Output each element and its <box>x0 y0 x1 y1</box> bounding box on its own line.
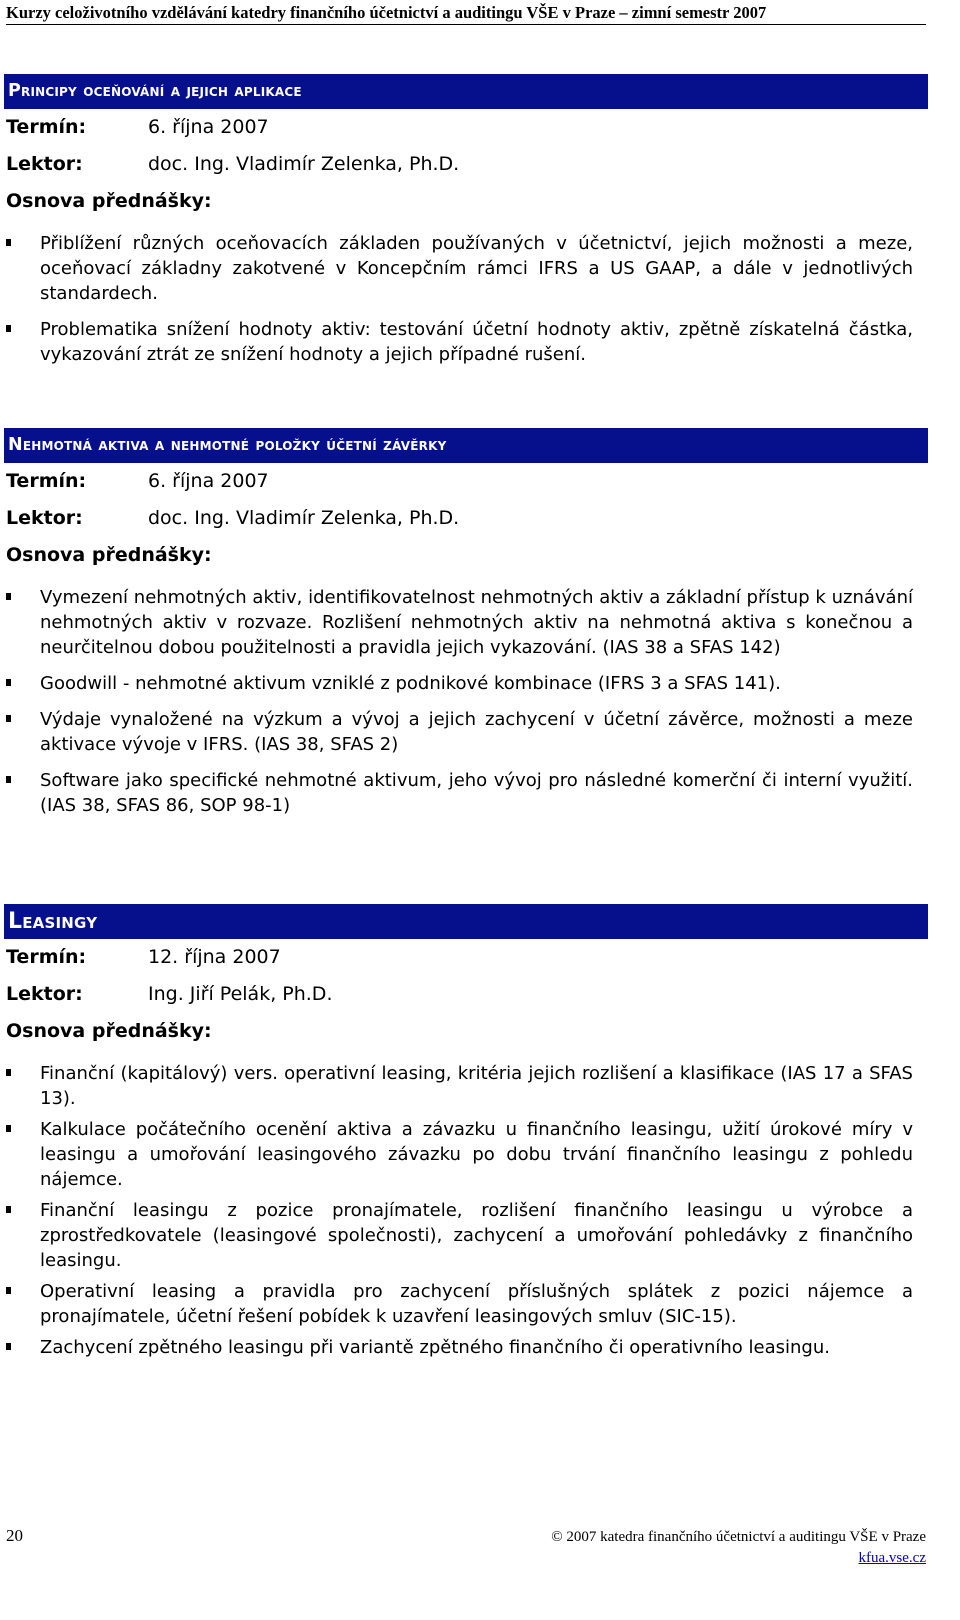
section-leasingy <box>0 904 960 1366</box>
list-item: Přiblížení různých oceňovacích základen používaných v účetnictví, jejich možnosti a meze, oceňovací základny zakotvené v Koncepčním rámci IFRS a US GAAP, a dále v jednotlivých standardech. <box>0 231 913 306</box>
bullet-icon <box>6 1287 11 1294</box>
bullet-icon <box>6 1206 11 1213</box>
termin-row <box>0 109 960 146</box>
copyright-text: © 2007 katedra finančního účetnictví a auditingu VŠE v Praze <box>551 1529 926 1545</box>
outline-list <box>0 1061 960 1360</box>
termin-row <box>0 939 960 976</box>
termin-label: Termín: <box>6 470 87 492</box>
osnova-label: Osnova přednášky: <box>6 1020 212 1042</box>
termin-label: Termín: <box>6 946 87 968</box>
bullet-icon <box>6 776 11 783</box>
bullet-icon <box>6 325 11 332</box>
lektor-value: doc. Ing. Vladimír Zelenka, Ph.D. <box>148 153 460 175</box>
list-item: Operativní leasing a pravidla pro zachycení příslušných splátek z pozici nájemce a pronajímatele, účetní řešení pobídek k uzavření leasingových smluv (SIC-15). <box>0 1279 913 1329</box>
lektor-label: Lektor: <box>6 153 83 175</box>
page-number: 20 <box>6 1526 23 1545</box>
outline-list <box>0 585 960 818</box>
lektor-value: doc. Ing. Vladimír Zelenka, Ph.D. <box>148 507 460 529</box>
bullet-icon <box>6 593 11 600</box>
section-principy <box>0 74 960 378</box>
osnova-label: Osnova přednášky: <box>6 544 212 566</box>
termin-value: 6. října 2007 <box>148 470 269 492</box>
lektor-row <box>0 976 960 1013</box>
list-item: Zachycení zpětného leasingu při variantě zpětného finančního či operativního leasingu. <box>0 1335 913 1360</box>
termin-label: Termín: <box>6 116 87 138</box>
section-title: Nehmotná aktiva a nehmotné položky účetní závěrky <box>4 428 928 463</box>
list-item: Výdaje vynaložené na výzkum a vývoj a jejich zachycení v účetní závěrce, možnosti a meze aktivace vývoje v IFRS. (IAS 38, SFAS 2) <box>0 707 913 757</box>
page-header: Kurzy celoživotního vzdělávání katedry finančního účetnictví a auditingu VŠE v Praze – zimní semestr 2007 <box>6 4 926 25</box>
footer-copyright <box>551 1527 926 1569</box>
bullet-icon <box>6 1343 11 1350</box>
list-item: Goodwill - nehmotné aktivum vzniklé z podnikové kombinace (IFRS 3 a SFAS 141). <box>0 671 913 696</box>
list-item: Finanční (kapitálový) vers. operativní leasing, kritéria jejich rozlišení a klasifikace (IAS 17 a SFAS 13). <box>0 1061 913 1111</box>
bullet-icon <box>6 1069 11 1076</box>
list-item: Problematika snížení hodnoty aktiv: testování účetní hodnoty aktiv, zpětně získatelná částka, vykazování ztrát ze snížení hodnoty a jejich případné rušení. <box>0 317 913 367</box>
section-title: Principy oceňování a jejich aplikace <box>4 74 928 109</box>
bullet-icon <box>6 1125 11 1132</box>
lektor-row <box>0 500 960 537</box>
list-item: Kalkulace počátečního ocenění aktiva a závazku u finančního leasingu, užití úrokové míry v leasingu a umořování leasingového závazku po dobu trvání finančního leasingu z pohledu nájemce. <box>0 1117 913 1192</box>
bullet-icon <box>6 239 11 246</box>
termin-value: 12. října 2007 <box>148 946 281 968</box>
footer-link[interactable]: kfua.vse.cz <box>858 1550 926 1566</box>
lektor-label: Lektor: <box>6 507 83 529</box>
list-item: Finanční leasingu z pozice pronajímatele, rozlišení finančního leasingu u výrobce a zprostředkovatele (leasingové společnosti), zachycení a umořování pohledávky z finančního leasingu. <box>0 1198 913 1273</box>
outline-list <box>0 231 960 367</box>
termin-value: 6. října 2007 <box>148 116 269 138</box>
list-item: Vymezení nehmotných aktiv, identifikovatelnost nehmotných aktiv a základní přístup k uznávání nehmotných aktiv v rozvaze. Rozlišení nehmotných aktiv na nehmotná aktiva s konečnou a neurčitelnou dobou použitelnosti a pravidla jejich vykazování. (IAS 38 a SFAS 142) <box>0 585 913 660</box>
section-title: Leasingy <box>4 904 928 939</box>
section-nehmotna-aktiva <box>0 428 960 829</box>
list-item: Software jako specifické nehmotné aktivum, jeho vývoj pro následné komerční či interní využití. (IAS 38, SFAS 86, SOP 98-1) <box>0 768 913 818</box>
lektor-row <box>0 146 960 183</box>
lektor-label: Lektor: <box>6 983 83 1005</box>
bullet-icon <box>6 715 11 722</box>
osnova-label: Osnova přednášky: <box>6 190 212 212</box>
termin-row <box>0 463 960 500</box>
lektor-value: Ing. Jiří Pelák, Ph.D. <box>148 983 333 1005</box>
bullet-icon <box>6 679 11 686</box>
